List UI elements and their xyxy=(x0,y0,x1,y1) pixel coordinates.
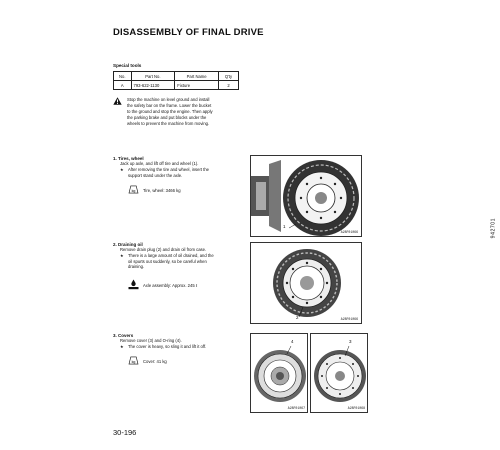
kg-label: kg xyxy=(131,359,136,364)
o-ring-illustration xyxy=(251,334,309,414)
special-tools-table xyxy=(113,71,239,90)
oil-drain-icon xyxy=(128,279,139,290)
callout-1: 1 xyxy=(283,224,286,229)
warning-icon xyxy=(113,97,122,105)
text-line: oil spurts out suddenly, so be careful when xyxy=(128,258,207,264)
figure-code: A28F01066 xyxy=(340,230,358,234)
weight-text: Cover: 41 kg xyxy=(143,359,167,364)
column-header: Part Name xyxy=(175,72,219,81)
weight-text: Tire, wheel: 3466 kg xyxy=(143,188,181,193)
figure-code: A28F01066 xyxy=(340,317,358,321)
figure-code: A28F01068 xyxy=(347,406,365,410)
step-text: Remove drain plug (2) and drain oil from case. xyxy=(120,247,207,252)
figure-drain-plug xyxy=(250,242,362,324)
table-cell: Fixture xyxy=(175,81,219,90)
callout-3: 3 xyxy=(349,339,352,344)
table-cell: 793-622-1130 xyxy=(131,81,175,90)
bullet-icon: ★ xyxy=(120,166,124,172)
figure-cover xyxy=(310,333,368,413)
kg-label: kg xyxy=(131,188,136,193)
text-line: support stand under the axle. xyxy=(128,172,183,178)
weight-kg-icon xyxy=(128,356,139,365)
bullet-item xyxy=(113,344,245,350)
text-line: to the ground and stop the engine. Then apply xyxy=(127,109,213,115)
bullet-icon: ★ xyxy=(120,252,124,258)
figure-o-ring xyxy=(250,333,308,413)
column-header: Q'ty xyxy=(219,72,239,81)
step-heading: 1. Tires, wheel xyxy=(113,156,144,161)
bullet-item xyxy=(113,253,245,270)
figure-tire-wheel xyxy=(250,155,362,237)
drain-plug-illustration xyxy=(251,243,363,325)
page-number: 30-196 xyxy=(113,428,137,437)
weight-kg-icon xyxy=(128,185,139,194)
text-line: There is a large amount of oil drained, and the xyxy=(128,252,214,258)
text-line: draining. xyxy=(128,264,145,270)
table-row xyxy=(114,81,239,90)
text-line: the parking brake and put blocks under the xyxy=(127,115,207,121)
page-title: DISASSEMBLY OF FINAL DRIVE xyxy=(113,27,264,38)
step-heading: 2. Draining oil xyxy=(113,242,143,247)
column-header: No. xyxy=(114,72,132,81)
text-line: wheels to prevent the machine from moving. xyxy=(127,121,210,127)
text-line: After removing the tire and wheel, insert the xyxy=(128,166,209,172)
step-covers xyxy=(113,333,245,350)
callout-4: 4 xyxy=(291,339,294,344)
warning-text xyxy=(127,97,243,127)
special-tools-heading: Special tools xyxy=(113,63,142,68)
bullet-item xyxy=(113,167,245,179)
step-tires-wheel xyxy=(113,156,245,178)
step-text: Remove cover (3) and O-ring (4). xyxy=(120,338,182,343)
text-line: Stop the machine on level ground and install xyxy=(127,97,210,102)
oil-capacity-text: Axle assembly: Approx. 245 ℓ xyxy=(143,283,198,288)
side-document-number: 942701 xyxy=(490,218,496,239)
table-header-row xyxy=(114,72,239,81)
callout-2: 2 xyxy=(296,315,299,320)
step-text: Jack up axle, and lift off tire and wheel (1). xyxy=(120,161,199,166)
column-header: Part No. xyxy=(131,72,175,81)
table-cell: A xyxy=(114,81,132,90)
table-cell: 2 xyxy=(219,81,239,90)
bullet-icon: ★ xyxy=(120,343,124,349)
step-draining-oil xyxy=(113,242,245,270)
text-line: The cover is heavy, so sling it and lift it off. xyxy=(128,343,207,349)
figure-code: A28F01067 xyxy=(287,406,305,410)
step-heading: 3. Covers xyxy=(113,333,134,338)
tire-wheel-illustration xyxy=(251,156,363,238)
cover-illustration xyxy=(311,334,369,414)
text-line: the safety bar on the frame. Lower the bucket xyxy=(127,103,212,109)
